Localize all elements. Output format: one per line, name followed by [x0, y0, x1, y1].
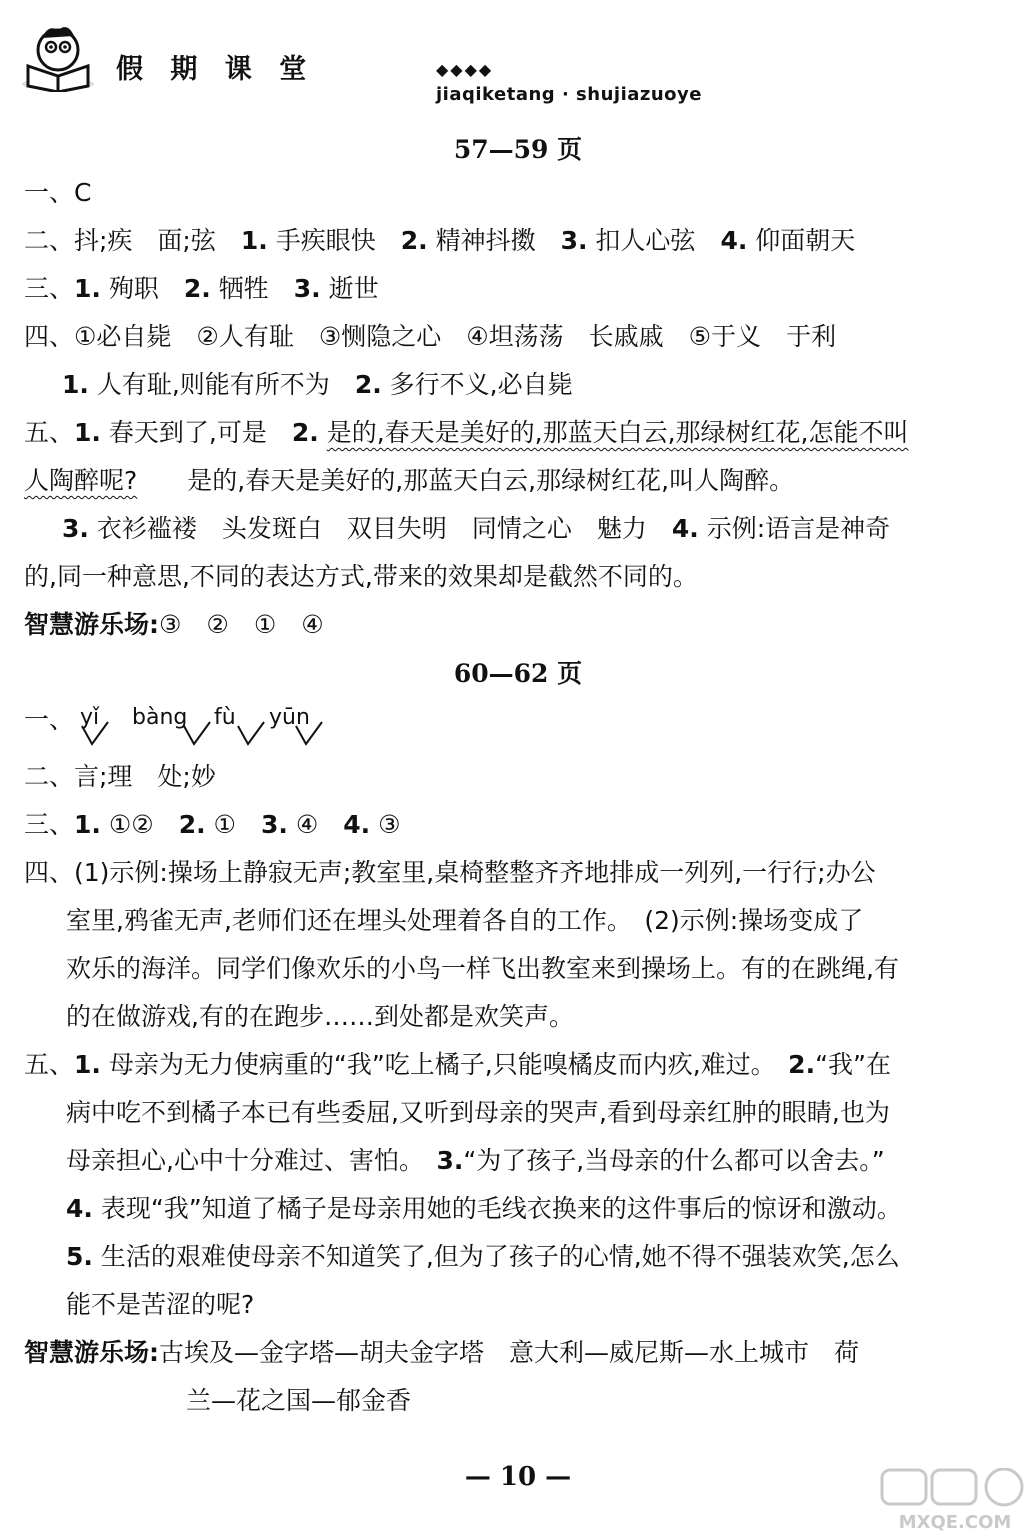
answer-line: 五、1. 春天到了,可是 2. 是的,春天是美好的,那蓝天白云,那绿树红花,怎能不叫 [24, 418, 909, 447]
answer-line: 四、①必自毙 ②人有耻 ③恻隐之心 ④坦荡荡 长戚戚 ⑤于义 于利 [24, 322, 837, 351]
answer-line: 智慧游乐场:③ ② ① ④ [24, 610, 324, 639]
answer-line: 的在做游戏,有的在跑步……到处都是欢笑声。 [66, 1002, 574, 1031]
watermark-logo [880, 1468, 1030, 1532]
answer-line: 三、1. 殉职 2. 牺牲 3. 逝世 [24, 274, 379, 303]
answer-line: 二、言;理 处;妙 [24, 762, 216, 791]
brand-title: 假 期 课 堂 [116, 54, 316, 85]
answer-line: 智慧游乐场:古埃及—金字塔—胡夫金字塔 意大利—威尼斯—水上城市 荷 [24, 1338, 860, 1367]
answer-line: 一、 yǐ bàng fù yūn [24, 704, 74, 736]
watermark-text: MXQE.COM [898, 1512, 1012, 1532]
pinyin-answer: bàng [132, 705, 188, 730]
answer-line: 五、1. 母亲为无力使病重的“我”吃上橘子,只能嗅橘皮而内疚,难过。 2.“我”在 [24, 1050, 891, 1079]
answer-line: 的,同一种意思,不同的表达方式,带来的效果却是截然不同的。 [24, 562, 698, 591]
answer-line: 母亲担心,心中十分难过、害怕。 3.“为了孩子,当母亲的什么都可以舍去。” [66, 1146, 885, 1175]
pinyin-answer: fù [214, 705, 236, 730]
answer-line: 一、C [24, 178, 92, 207]
section-title-57-59: 57—59 页 [453, 135, 583, 164]
answer-line: 4. 表现“我”知道了橘子是母亲用她的毛线衣换来的这件事后的惊讶和激动。 [66, 1194, 902, 1223]
answer-line: 能不是苦涩的呢? [66, 1290, 255, 1319]
section-title-60-62: 60—62 页 [453, 659, 583, 688]
decorative-diamonds: ◆◆◆◆ [436, 60, 494, 79]
answer-line: 四、(1)示例:操场上静寂无声;教室里,桌椅整整齐齐地排成一列列,一行行;办公 [24, 858, 876, 887]
mascot-reading-logo [18, 22, 98, 92]
answer-line: 1. 人有耻,则能有所不为 2. 多行不义,必自毙 [62, 370, 573, 399]
page-number: — 10 — [464, 1462, 572, 1492]
checkmark-icons [80, 718, 370, 748]
pinyin-answer: yǐ [80, 705, 100, 730]
wavy-underlined-text: 是的,春天是美好的,那蓝天白云,那绿树红花,怎能不叫 [326, 418, 909, 447]
answer-line: 3. 衣衫褴褛 头发斑白 双目失明 同情之心 魅力 4. 示例:语言是神奇 [62, 514, 891, 543]
answer-line: 5. 生活的艰难使母亲不知道笑了,但为了孩子的心情,她不得不强装欢笑,怎么 [66, 1242, 900, 1271]
answer-line: 室里,鸦雀无声,老师们还在埋头处理着各自的工作。 (2)示例:操场变成了 [66, 906, 864, 935]
answer-line: 病中吃不到橘子本已有些委屈,又听到母亲的哭声,看到母亲红肿的眼睛,也为 [66, 1098, 890, 1127]
page-header [18, 22, 1018, 112]
answer-line: 二、抖;疾 面;弦 1. 手疾眼快 2. 精神抖擞 3. 扣人心弦 4. 仰面朝天 [24, 226, 856, 255]
answer-line: 三、1. ①② 2. ① 3. ④ 4. ③ [24, 810, 401, 839]
brand-pinyin: jiaqiketang · shujiazuoye [436, 84, 702, 105]
wavy-underlined-text: 人陶醉呢? [24, 466, 138, 495]
answer-line: 欢乐的海洋。同学们像欢乐的小鸟一样飞出教室来到操场上。有的在跳绳,有 [66, 954, 899, 983]
pinyin-answer: yūn [269, 705, 310, 730]
answer-line: 人陶醉呢? 是的,春天是美好的,那蓝天白云,那绿树红花,叫人陶醉。 [24, 466, 795, 495]
answer-line: 兰—花之国—郁金香 [186, 1386, 412, 1415]
